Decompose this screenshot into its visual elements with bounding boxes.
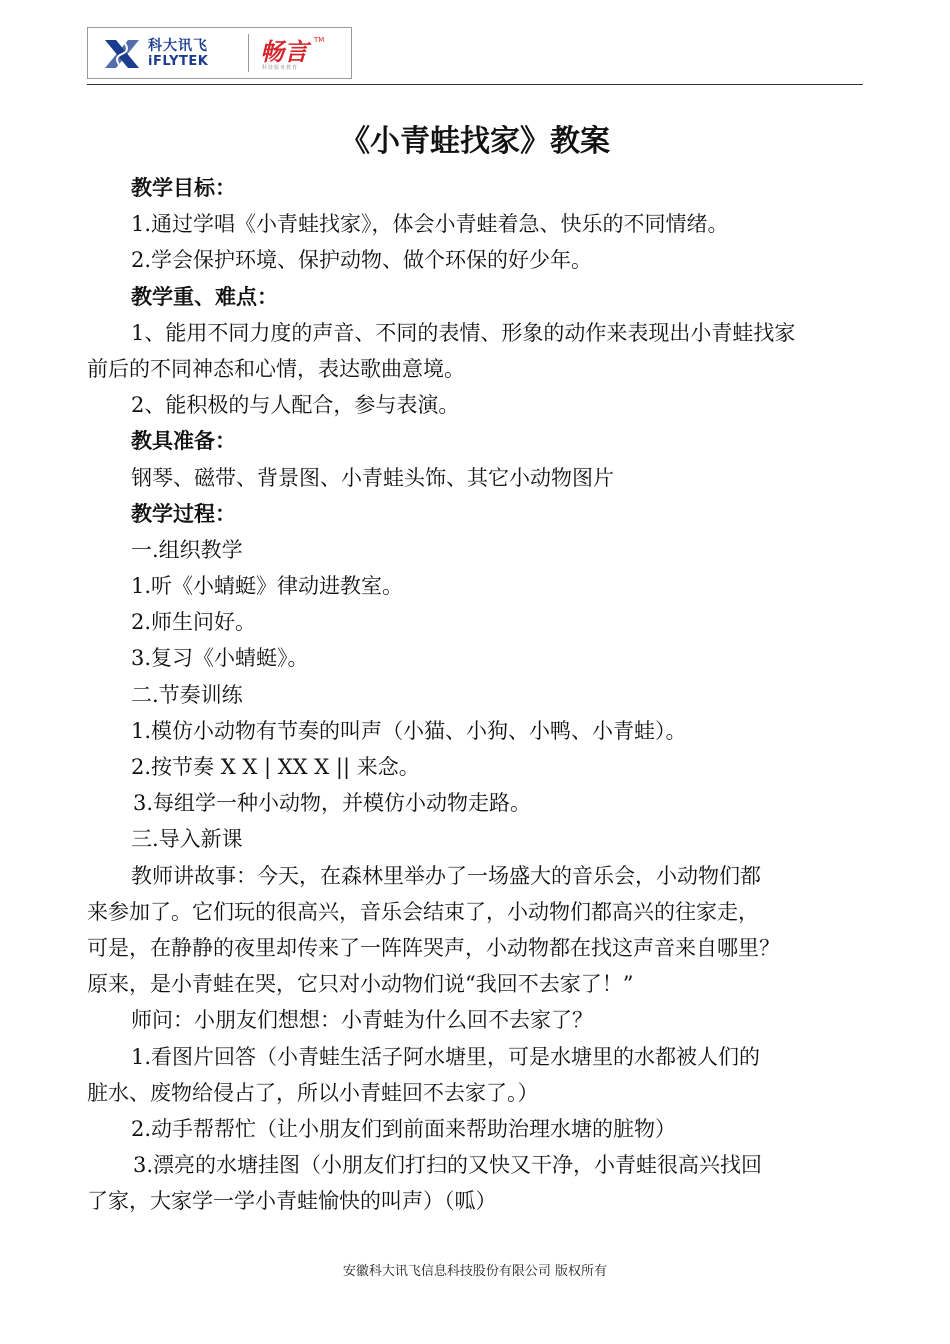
heading-key-points: 教学重、难点： [131, 284, 278, 309]
activity-line: 3.漂亮的水塘挂图（小朋友们打扫的又快又干净，小青蛙很高兴找回 [133, 1153, 763, 1178]
process-line: 2.师生问好。 [131, 610, 257, 635]
section-heading: 一.组织教学 [131, 537, 243, 562]
story-line: 来参加了。它们玩的很高兴，音乐会结束了，小动物们都高兴的往家走， [87, 899, 759, 924]
process-line: 1.听《小蜻蜓》律动进教室。 [131, 574, 404, 599]
story-line: 可是，在静静的夜里却传来了一阵阵哭声，小动物都在找这声音来自哪里？ [87, 935, 780, 960]
activity-line: 脏水、废物给侵占了，所以小青蛙回不去家了。） [87, 1080, 539, 1105]
logo-english-name: iFLYTEK [148, 54, 209, 69]
story-line: 教师讲故事：今天，在森林里举办了一场盛大的音乐会，小动物们都 [131, 863, 761, 888]
section-heading: 二.节奏训练 [131, 682, 243, 707]
footer-copyright: 安徽科大讯飞信息科技股份有限公司 版权所有 [342, 1264, 608, 1279]
goal-line: 1.通过学唱《小青蛙找家》，体会小青蛙着急、快乐的不同情绪。 [131, 212, 729, 237]
activity-line: 了家，大家学一学小青蛙愉快的叫声）（呱） [87, 1189, 497, 1214]
logo-chinese-name: 科大讯飞 [148, 38, 208, 54]
story-line: 原来，是小青蛙在哭，它只对小动物们说“我回不去家了！” [87, 972, 634, 997]
goal-line: 2.学会保护环境、保护动物、做个环保的好少年。 [131, 248, 593, 273]
process-line: 3.复习《小蜻蜓》。 [131, 646, 309, 671]
logo-divider [248, 34, 249, 72]
key-point-line: 1、能用不同力度的声音、不同的表情、形象的动作来表现出小青蛙找家 [131, 320, 796, 345]
key-point-line: 2、能积极的与人配合，参与表演。 [131, 393, 460, 418]
document-body [87, 170, 877, 1219]
brand-name: 畅言 [260, 38, 308, 66]
process-line: 3.每组学一种小动物，并模仿小动物走路。 [133, 791, 532, 816]
activity-line: 1.看图片回答（小青蛙生活子阿水塘里，可是水塘里的水都被人们的 [131, 1044, 761, 1069]
brand-subtitle: 科技服务教育 [262, 65, 299, 71]
activity-line: 2.动手帮帮忙（让小朋友们到前面来帮助治理水塘的脏物） [131, 1116, 677, 1141]
heading-materials: 教具准备： [131, 429, 236, 454]
section-heading: 三.导入新课 [131, 827, 243, 852]
question-line: 师问：小朋友们想想：小青蛙为什么回不去家了？ [131, 1008, 593, 1033]
process-line: 1.模仿小动物有节奏的叫声（小猫、小狗、小鸭、小青蛙）。 [131, 718, 687, 743]
heading-process: 教学过程： [131, 501, 236, 526]
header-logo [87, 27, 352, 79]
heading-goals: 教学目标： [131, 176, 236, 200]
key-point-line: 前后的不同神态和心情，表达歌曲意境。 [87, 356, 465, 381]
document-title: 《小青蛙找家》教案 [340, 124, 610, 159]
header-rule [87, 84, 863, 85]
rhythm-line: 2.按节奏 X X | XX X || 来念。 [131, 755, 420, 779]
iflytek-x-icon [102, 36, 142, 72]
brand-trademark: TM [314, 36, 325, 44]
materials-line: 钢琴、磁带、背景图、小青蛙头饰、其它小动物图片 [131, 465, 614, 490]
